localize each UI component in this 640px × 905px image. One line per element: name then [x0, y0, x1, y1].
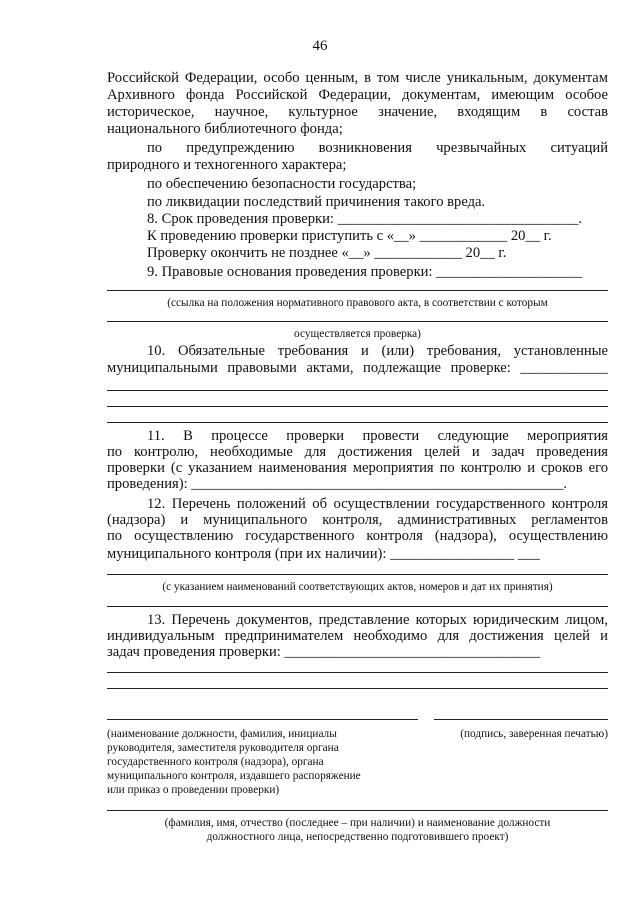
- preparer-caption: (фамилия, имя, отчество (последнее – при наличии) и наименование должности: [164, 817, 551, 829]
- item-13-text: задач проведения проверки: ___________________________________: [107, 644, 540, 660]
- signature-caption: или приказ о проведении проверки): [107, 784, 280, 796]
- item-10-text: муниципальными правовыми актами, подлежащие проверке: ____________: [107, 360, 608, 376]
- signature-caption: (наименование должности, фамилия, инициалы: [107, 728, 337, 740]
- item-9-note: (ссылка на положения нормативного правового акта, в соответствии с которым: [167, 297, 548, 309]
- preparer-line: [107, 810, 608, 811]
- blank-line: [107, 606, 608, 607]
- item-8-text: 8. Срок проведения проверки: _________________________________.: [147, 211, 583, 227]
- item-11-text: 11. В процессе проверки провести следующие мероприятия: [147, 428, 608, 444]
- blank-line: [107, 574, 608, 575]
- item-12-text: (надзора) и муниципального контроля, административных регламентов: [107, 512, 608, 528]
- signature-caption-right: (подпись, заверенная печатью): [460, 728, 608, 740]
- item-11-text: проверки (с указанием наименования мероприятия по контролю и сроков его: [107, 460, 608, 476]
- item-12-text: муниципального контроля (при их наличии): _________________ ___: [107, 546, 540, 562]
- item-11-text: по контролю, необходимые для достижения целей и задач проведения: [107, 444, 608, 460]
- blank-line: [107, 422, 608, 423]
- blank-line: [107, 688, 608, 689]
- signature-caption: муниципального контроля, издавшего распоряжение: [107, 770, 361, 782]
- blank-line: [107, 406, 608, 407]
- blank-line: [107, 321, 608, 322]
- text-line: Архивного фонда Российской Федерации, документам, имеющим особое: [107, 87, 608, 103]
- preparer-caption: должностного лица, непосредственно подготовившего проект): [206, 831, 509, 843]
- text-line: историческое, научное, культурное значение, входящим в состав: [107, 104, 608, 120]
- item-10-text: 10. Обязательные требования и (или) требования, установленные: [147, 343, 608, 359]
- item-8-end-text: Проверку окончить не позднее «__» ____________ 20__ г.: [147, 245, 507, 261]
- text-line: национального библиотечного фонда;: [107, 121, 343, 137]
- name-line: [107, 719, 418, 720]
- signature-caption: государственного контроля (надзора), органа: [107, 756, 324, 768]
- text-line: по ликвидации последствий причинения такого вреда.: [147, 194, 486, 210]
- text-line: по предупреждению возникновения чрезвычайных ситуаций: [147, 140, 608, 156]
- blank-line: [107, 390, 608, 391]
- blank-line: [107, 672, 608, 673]
- item-9-note: осуществляется проверка): [294, 328, 421, 340]
- page-number: 46: [312, 38, 328, 54]
- item-12-text: по осуществлению государственного контроля (надзора), осуществлению: [107, 528, 608, 544]
- item-8-start-text: К проведению проверки приступить с «__» ____________ 20__ г.: [147, 228, 552, 244]
- item-12-note: (с указанием наименований соответствующих актов, номеров и дат их принятия): [162, 581, 553, 593]
- item-11-text: проведения): ___________________________________________________.: [107, 476, 568, 492]
- item-9-text: 9. Правовые основания проведения проверки: ____________________: [147, 264, 583, 280]
- text-line: по обеспечению безопасности государства;: [147, 176, 417, 192]
- text-line: природного и техногенного характера;: [107, 157, 347, 173]
- blank-line: [107, 290, 608, 291]
- signature-caption: руководителя, заместителя руководителя органа: [107, 742, 339, 754]
- item-12-text: 12. Перечень положений об осуществлении государственного контроля: [147, 496, 608, 512]
- item-13-text: индивидуальным предпринимателем необходимо для достижения целей и: [107, 628, 608, 644]
- signature-line: [434, 719, 608, 720]
- item-13-text: 13. Перечень документов, представление которых юридическим лицом,: [147, 612, 608, 628]
- text-line: Российской Федерации, особо ценным, в том числе уникальным, документам: [107, 70, 608, 86]
